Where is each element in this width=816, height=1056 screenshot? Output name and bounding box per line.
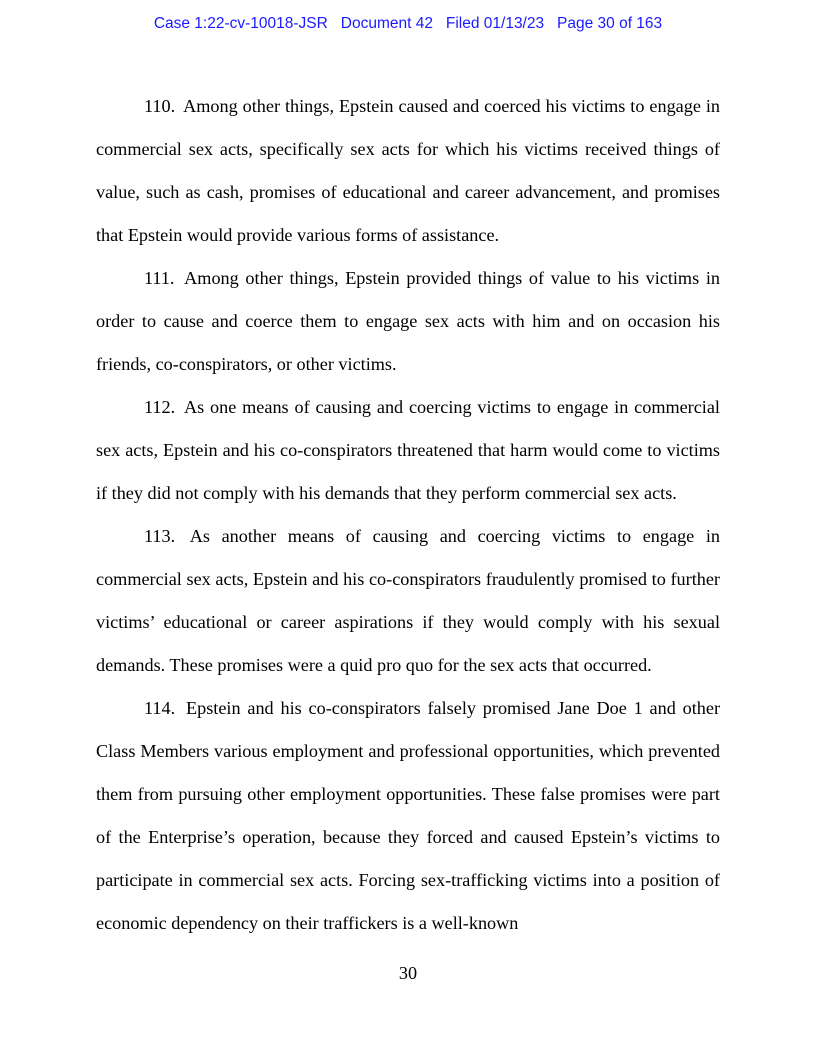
paragraph-number: 112. [144,397,176,417]
paragraph-text: Among other things, Epstein provided things of value to his victims in order to cause and coerce them to engage sex acts with him and on occasion his friends, co-conspirators, or other victims. [96,268,720,374]
paragraph-number: 114. [144,698,176,718]
paragraph-110 [96,85,720,257]
paragraph-111 [96,257,720,386]
paragraph-number: 111. [144,268,175,288]
paragraph-number: 113. [144,526,176,546]
paragraph-number: 110. [144,96,176,116]
document-body [96,85,720,945]
paragraph-text: As one means of causing and coercing victims to engage in commercial sex acts, Epstein and his co-conspirators threatened that harm would come to victims if they did not comply with his demands that they perform commercial sex acts. [96,397,720,503]
paragraph-text: Epstein and his co-conspirators falsely promised Jane Doe 1 and other Class Members various employment and professional opportunities, which prevented them from pursuing other employment opportunities. These false promises were part of the Enterprise’s operation, because they forced and caused Epstein’s victims to participate in commercial sex acts. Forcing sex-trafficking victims into a position of economic dependency on their traffickers is a well-known [96,698,721,933]
paragraph-114 [96,687,720,945]
paragraph-113 [96,515,720,687]
paragraph-112 [96,386,720,515]
page-number: 30 [398,963,418,983]
paragraph-text: As another means of causing and coercing victims to engage in commercial sex acts, Epstein and his co-conspirators fraudulently promised to further victims’ educational or career aspirations if they would comply with his sexual demands. These promises were a quid pro quo for the sex acts that occurred. [96,526,720,675]
case-header: Case 1:22-cv-10018-JSR Document 42 Filed 01/13/23 Page 30 of 163 [153,15,663,32]
paragraph-text: Among other things, Epstein caused and coerced his victims to engage in commercial sex acts, specifically sex acts for which his victims received things of value, such as cash, promises of educational and career advancement, and promises that Epstein would provide various forms of assistance. [96,96,721,245]
